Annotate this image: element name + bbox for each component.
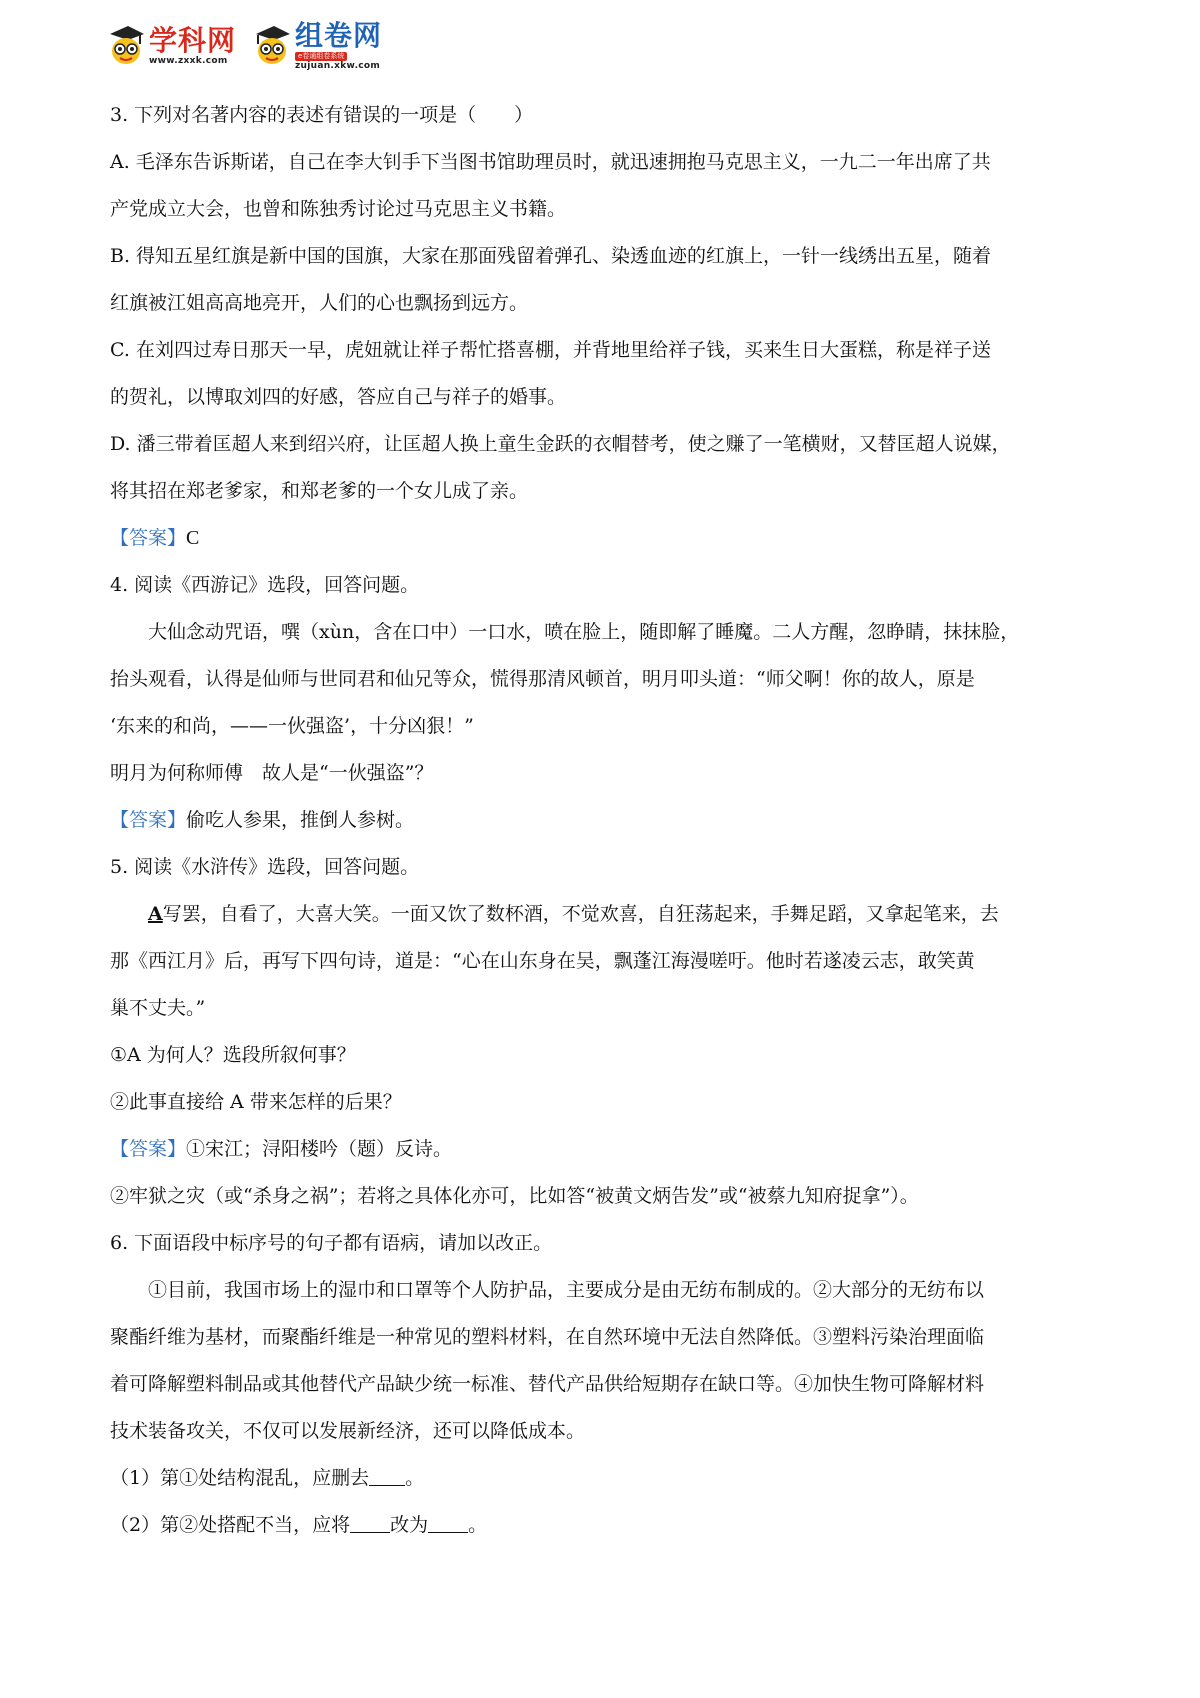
passage-line3: 巢不丈夫。” bbox=[110, 997, 206, 1019]
passage-line4: 技术装备攻关，不仅可以发展新经济，还可以降低成本。 bbox=[110, 1420, 586, 1442]
option-c-line2: 的贺礼，以博取刘四的好感，答应自己与祥子的婚事。 bbox=[110, 386, 567, 408]
passage-line1: 大仙念动咒语，噀（xùn，含在口中）一口水，喷在脸上，随即解了睡魔。二人方醒，忽睁睛，抹抹脸， bbox=[148, 621, 1020, 643]
passage-line2: 抬头观看，认得是仙师与世同君和仙兄等众，慌得那清风顿首，明月叩头道：“师父啊！你的故人，原是 bbox=[110, 668, 975, 690]
answer-value: C bbox=[186, 527, 200, 549]
answer-tag: 【答案】 bbox=[110, 527, 187, 549]
sub-question-1-end: 。 bbox=[405, 1467, 425, 1489]
passage-line1-rest: 写罢，自看了，大喜大笑。一面又饮了数杯酒，不觉欢喜，自狂荡起来，手舞足蹈，又拿起笔来，去 bbox=[162, 903, 999, 925]
logo-url: zujuan.xkw.com bbox=[295, 61, 381, 71]
xuekewang-logo[interactable] bbox=[106, 24, 236, 68]
mascot-icon bbox=[252, 24, 292, 68]
sub-question-2-end: 。 bbox=[468, 1514, 488, 1536]
answer-blank[interactable] bbox=[350, 1514, 390, 1533]
logo-url: www.zxxk.com bbox=[149, 56, 228, 66]
passage-line1 bbox=[110, 891, 1110, 938]
passage-line2: 聚酯纤维为基材，而聚酯纤维是一种常见的塑料材料，在自然环境中无法自然降低。③塑料污染治理面临 bbox=[110, 1326, 985, 1348]
question-3 bbox=[110, 92, 1110, 562]
sub-question-2: ②此事直接给 A 带来怎样的后果？ bbox=[110, 1091, 402, 1113]
sub-question-2-mid: 改为 bbox=[390, 1514, 429, 1536]
answer-line bbox=[110, 515, 1110, 562]
sub-question-1-text: （1）第①处结构混乱，应删去 bbox=[110, 1467, 370, 1489]
passage-line1: ①目前，我国市场上的湿巾和口罩等个人防护品，主要成分是由无纺布制成的。②大部分的无纺布以 bbox=[148, 1279, 985, 1301]
underlined-a: A bbox=[148, 903, 163, 925]
option-b-line2: 红旗被江姐高高地亮开，人们的心也飘扬到远方。 bbox=[110, 292, 529, 314]
question-stem: 3. 下列对名著内容的表述有错误的一项是（ ） bbox=[110, 104, 534, 126]
header-logos bbox=[106, 18, 398, 74]
question-6 bbox=[110, 1220, 1110, 1549]
answer-tag: 【答案】 bbox=[110, 1138, 187, 1160]
document-content bbox=[110, 92, 1110, 1549]
sub-question-1: ①A 为何人？选段所叙何事？ bbox=[110, 1044, 356, 1066]
question-stem: 6. 下面语段中标序号的句子都有语病，请加以改正。 bbox=[110, 1232, 553, 1254]
answer-blank[interactable] bbox=[369, 1467, 405, 1486]
sub-question-1 bbox=[110, 1455, 1110, 1502]
answer-value-2: ②牢狱之灾（或“杀身之祸”；若将之具体化亦可，比如答“被黄文炳告发”或“被蔡九知府捉拿”）。 bbox=[110, 1185, 919, 1207]
question-stem: 4. 阅读《西游记》选段，回答问题。 bbox=[110, 574, 420, 596]
answer-line bbox=[110, 1126, 1110, 1173]
option-d-line1: D. 潘三带着匡超人来到绍兴府，让匡超人换上童生金跃的衣帽替考，使之赚了一笔横财，又替匡超人说媒， bbox=[110, 433, 1011, 455]
option-b-line1: B. 得知五星红旗是新中国的国旗，大家在那面残留着弹孔、染透血迹的红旗上，一针一线绣出五星，随着 bbox=[110, 245, 992, 267]
passage-line3: ‘东来的和尚，——一伙强盗’，十分凶狠！” bbox=[110, 715, 474, 737]
option-a-line1: A. 毛泽东告诉斯诺，自己在李大钊手下当图书馆助理员时，就迅速拥抱马克思主义，一九二一年出席了共 bbox=[110, 151, 991, 173]
mascot-icon bbox=[106, 24, 146, 68]
logo-name: 学科网 bbox=[149, 24, 237, 57]
option-c-line1: C. 在刘四过寿日那天一早，虎妞就让祥子帮忙搭喜棚，并背地里给祥子钱，买来生日大蛋糕，称是祥子送 bbox=[110, 339, 991, 361]
answer-blank[interactable] bbox=[428, 1514, 468, 1533]
answer-value-1: ①宋江；浔阳楼吟（题）反诗。 bbox=[186, 1138, 453, 1160]
answer-value: 偷吃人参果，推倒人参树。 bbox=[186, 809, 415, 831]
question-stem: 5. 阅读《水浒传》选段，回答问题。 bbox=[110, 856, 420, 878]
question-4 bbox=[110, 562, 1110, 844]
question-text: 明月为何称师傅 故人是“一伙强盗”？ bbox=[110, 762, 434, 784]
logo-name: 组卷网 bbox=[295, 19, 383, 52]
passage-line3: 着可降解塑料制品或其他替代产品缺少统一标准、替代产品供给短期存在缺口等。④加快生物可降解材料 bbox=[110, 1373, 985, 1395]
answer-tag: 【答案】 bbox=[110, 809, 187, 831]
logo-tagline: e卷通组卷系统 bbox=[295, 52, 347, 61]
option-a-line2: 产党成立大会，也曾和陈独秀讨论过马克思主义书籍。 bbox=[110, 198, 567, 220]
option-d-line2: 将其招在郑老爹家，和郑老爹的一个女儿成了亲。 bbox=[110, 480, 529, 502]
question-5 bbox=[110, 844, 1110, 1220]
zujuanwang-logo[interactable] bbox=[252, 21, 382, 71]
answer-line bbox=[110, 797, 1110, 844]
passage-line2: 那《西江月》后，再写下四句诗，道是：“心在山东身在吴，飘蓬江海漫嗟吁。他时若遂凌云志，敢笑黄 bbox=[110, 950, 975, 972]
sub-question-2 bbox=[110, 1502, 1110, 1549]
sub-question-2-text: （2）第②处搭配不当，应将 bbox=[110, 1514, 351, 1536]
